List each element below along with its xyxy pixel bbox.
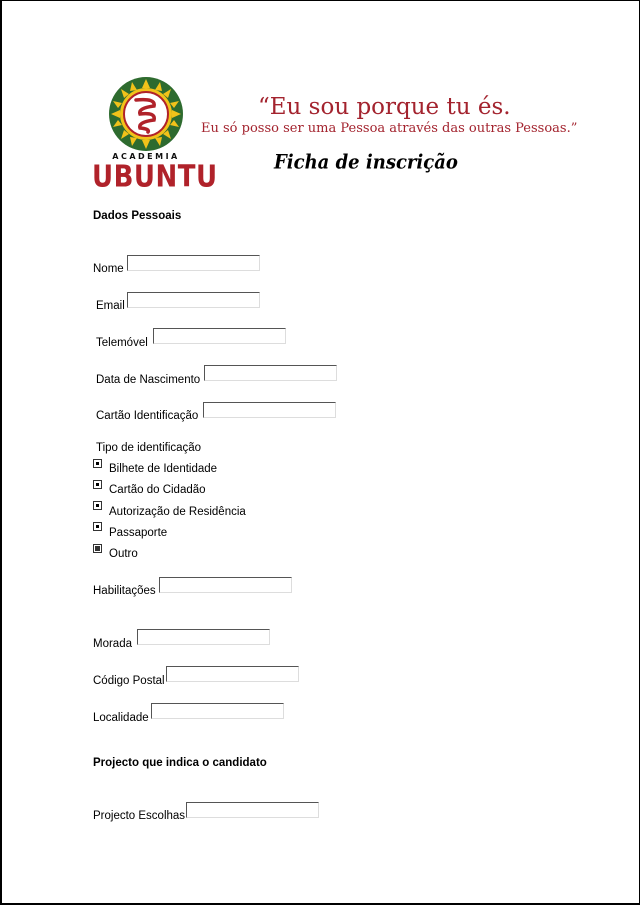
header-quote: “Eu sou porque tu és. (258, 94, 511, 120)
nome-field[interactable] (127, 255, 260, 271)
section-heading-personal: Dados Pessoais (93, 210, 182, 222)
tipo-option-checkbox[interactable] (93, 544, 102, 553)
tipo-option-label: Passaporte (109, 527, 168, 539)
codigo-postal-label: Código Postal (93, 675, 165, 687)
codigo-postal-field[interactable] (166, 666, 299, 682)
logo-emblem-icon (93, 76, 203, 156)
tipo-option-checkbox[interactable] (93, 459, 102, 468)
tipo-identificacao-label: Tipo de identificação (96, 442, 202, 454)
tipo-option-label: Bilhete de Identidade (109, 463, 218, 475)
form-title: Ficha de inscrição (274, 150, 458, 175)
data-nascimento-label: Data de Nascimento (96, 374, 201, 386)
tipo-option-label: Autorização de Residência (109, 506, 246, 518)
tipo-option-checkbox[interactable] (93, 522, 102, 531)
cartao-identificacao-field[interactable] (203, 402, 336, 418)
tipo-option-checkbox[interactable] (93, 501, 102, 510)
telemovel-label: Telemóvel (96, 337, 148, 349)
section-heading-project: Projecto que indica o candidato (93, 757, 267, 769)
page-edge-left (0, 0, 2, 905)
localidade-field[interactable] (151, 703, 284, 719)
telemovel-field[interactable] (153, 328, 286, 344)
email-field[interactable] (127, 292, 260, 308)
habilitacoes-label: Habilitações (93, 585, 156, 597)
nome-label: Nome (93, 263, 124, 275)
morada-field[interactable] (137, 629, 270, 645)
header-quote-subtitle: Eu só posso ser uma Pessoa através das outras Pessoas.” (201, 121, 578, 136)
tipo-option-label: Outro (109, 548, 138, 560)
tipo-option-checkbox[interactable] (93, 480, 102, 489)
tipo-option-label: Cartão do Cidadão (109, 484, 206, 496)
projecto-escolhas-field[interactable] (186, 802, 319, 818)
email-label: Email (96, 300, 125, 312)
data-nascimento-field[interactable] (204, 365, 337, 381)
localidade-label: Localidade (93, 712, 149, 724)
projecto-escolhas-label: Projecto Escolhas (93, 810, 186, 822)
cartao-identificacao-label: Cartão Identificação (96, 410, 199, 422)
habilitacoes-field[interactable] (159, 577, 292, 593)
logo-academia-text: ACADEMIA (112, 152, 180, 161)
morada-label: Morada (93, 638, 132, 650)
logo-ubuntu-text: UBUNTU (92, 160, 218, 195)
page-edge-top (0, 0, 640, 1)
